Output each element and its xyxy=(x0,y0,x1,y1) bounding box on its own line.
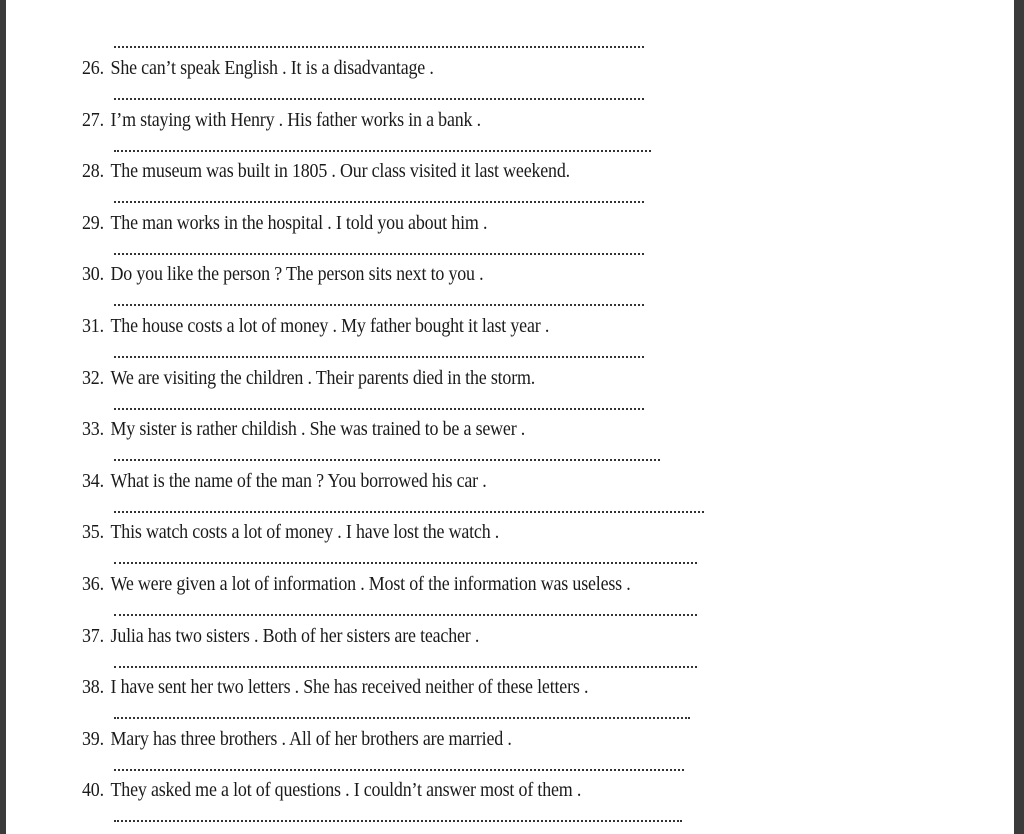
item-sentence: Mary has three brothers . All of her brothers are married . xyxy=(110,728,512,750)
item-number: 39. xyxy=(82,728,104,750)
document-page xyxy=(6,0,1014,834)
answer-line xyxy=(114,150,651,152)
answer-line xyxy=(114,666,697,668)
exercise-item xyxy=(82,780,581,802)
item-number: 34. xyxy=(82,470,104,492)
exercise-item xyxy=(82,677,588,699)
item-number: 38. xyxy=(82,677,104,699)
item-sentence: I have sent her two letters . She has received neither of these letters . xyxy=(110,677,589,699)
item-sentence: She can’t speak English . It is a disadvantage . xyxy=(110,58,434,79)
answer-line xyxy=(114,356,644,358)
exercise-item xyxy=(82,110,481,132)
item-number: 33. xyxy=(82,419,104,441)
exercise-item xyxy=(82,161,570,183)
item-number: 29. xyxy=(82,212,104,234)
exercise-item xyxy=(82,368,535,390)
item-sentence: They asked me a lot of questions . I couldn’t answer most of them . xyxy=(110,780,582,802)
item-sentence: The house costs a lot of money . My father bought it last year . xyxy=(110,316,550,337)
item-sentence: We were given a lot of information . Most of the information was useless . xyxy=(110,574,631,595)
item-number: 37. xyxy=(82,625,104,647)
answer-line xyxy=(114,98,644,100)
exercise-item xyxy=(82,471,487,493)
answer-line xyxy=(114,511,704,513)
item-number: 31. xyxy=(82,316,104,337)
answer-line xyxy=(114,46,644,48)
item-number: 36. xyxy=(82,574,104,595)
answer-line xyxy=(114,562,697,564)
exercise-item xyxy=(82,419,525,441)
item-number: 28. xyxy=(82,161,104,183)
viewer-gutter xyxy=(1014,0,1024,834)
item-number: 35. xyxy=(82,522,104,544)
answer-line xyxy=(114,614,697,616)
item-number: 30. xyxy=(82,264,104,286)
item-sentence: Julia has two sisters . Both of her sisters are teacher . xyxy=(110,625,480,647)
answer-line xyxy=(114,459,660,461)
exercise-item xyxy=(82,213,487,235)
exercise-item xyxy=(82,626,479,648)
exercise-item xyxy=(82,58,434,80)
exercise-item xyxy=(82,729,512,751)
exercise-item xyxy=(82,316,549,338)
item-sentence: The museum was built in 1805 . Our class visited it last weekend. xyxy=(110,161,570,183)
answer-line xyxy=(114,408,644,410)
item-sentence: I’m staying with Henry . His father works in a bank . xyxy=(110,109,481,131)
item-sentence: Do you like the person ? The person sits next to you . xyxy=(110,264,484,286)
item-number: 27. xyxy=(82,109,104,131)
item-sentence: What is the name of the man ? You borrowed his car . xyxy=(110,470,487,492)
item-sentence: The man works in the hospital . I told you about him . xyxy=(110,212,488,234)
answer-line xyxy=(114,201,644,203)
item-sentence: We are visiting the children . Their parents died in the storm. xyxy=(110,367,536,389)
exercise-item xyxy=(82,574,631,596)
item-sentence: My sister is rather childish . She was trained to be a sewer . xyxy=(110,419,526,441)
item-sentence: This watch costs a lot of money . I have lost the watch . xyxy=(110,522,500,544)
exercise-list xyxy=(6,0,1014,834)
exercise-item xyxy=(82,264,483,286)
answer-line xyxy=(114,253,644,255)
item-number: 26. xyxy=(82,58,104,79)
item-number: 32. xyxy=(82,367,104,389)
item-number: 40. xyxy=(82,780,104,802)
answer-line xyxy=(114,769,684,771)
answer-line xyxy=(114,820,682,822)
answer-line xyxy=(114,717,690,719)
answer-line xyxy=(114,304,644,306)
exercise-item xyxy=(82,522,499,544)
